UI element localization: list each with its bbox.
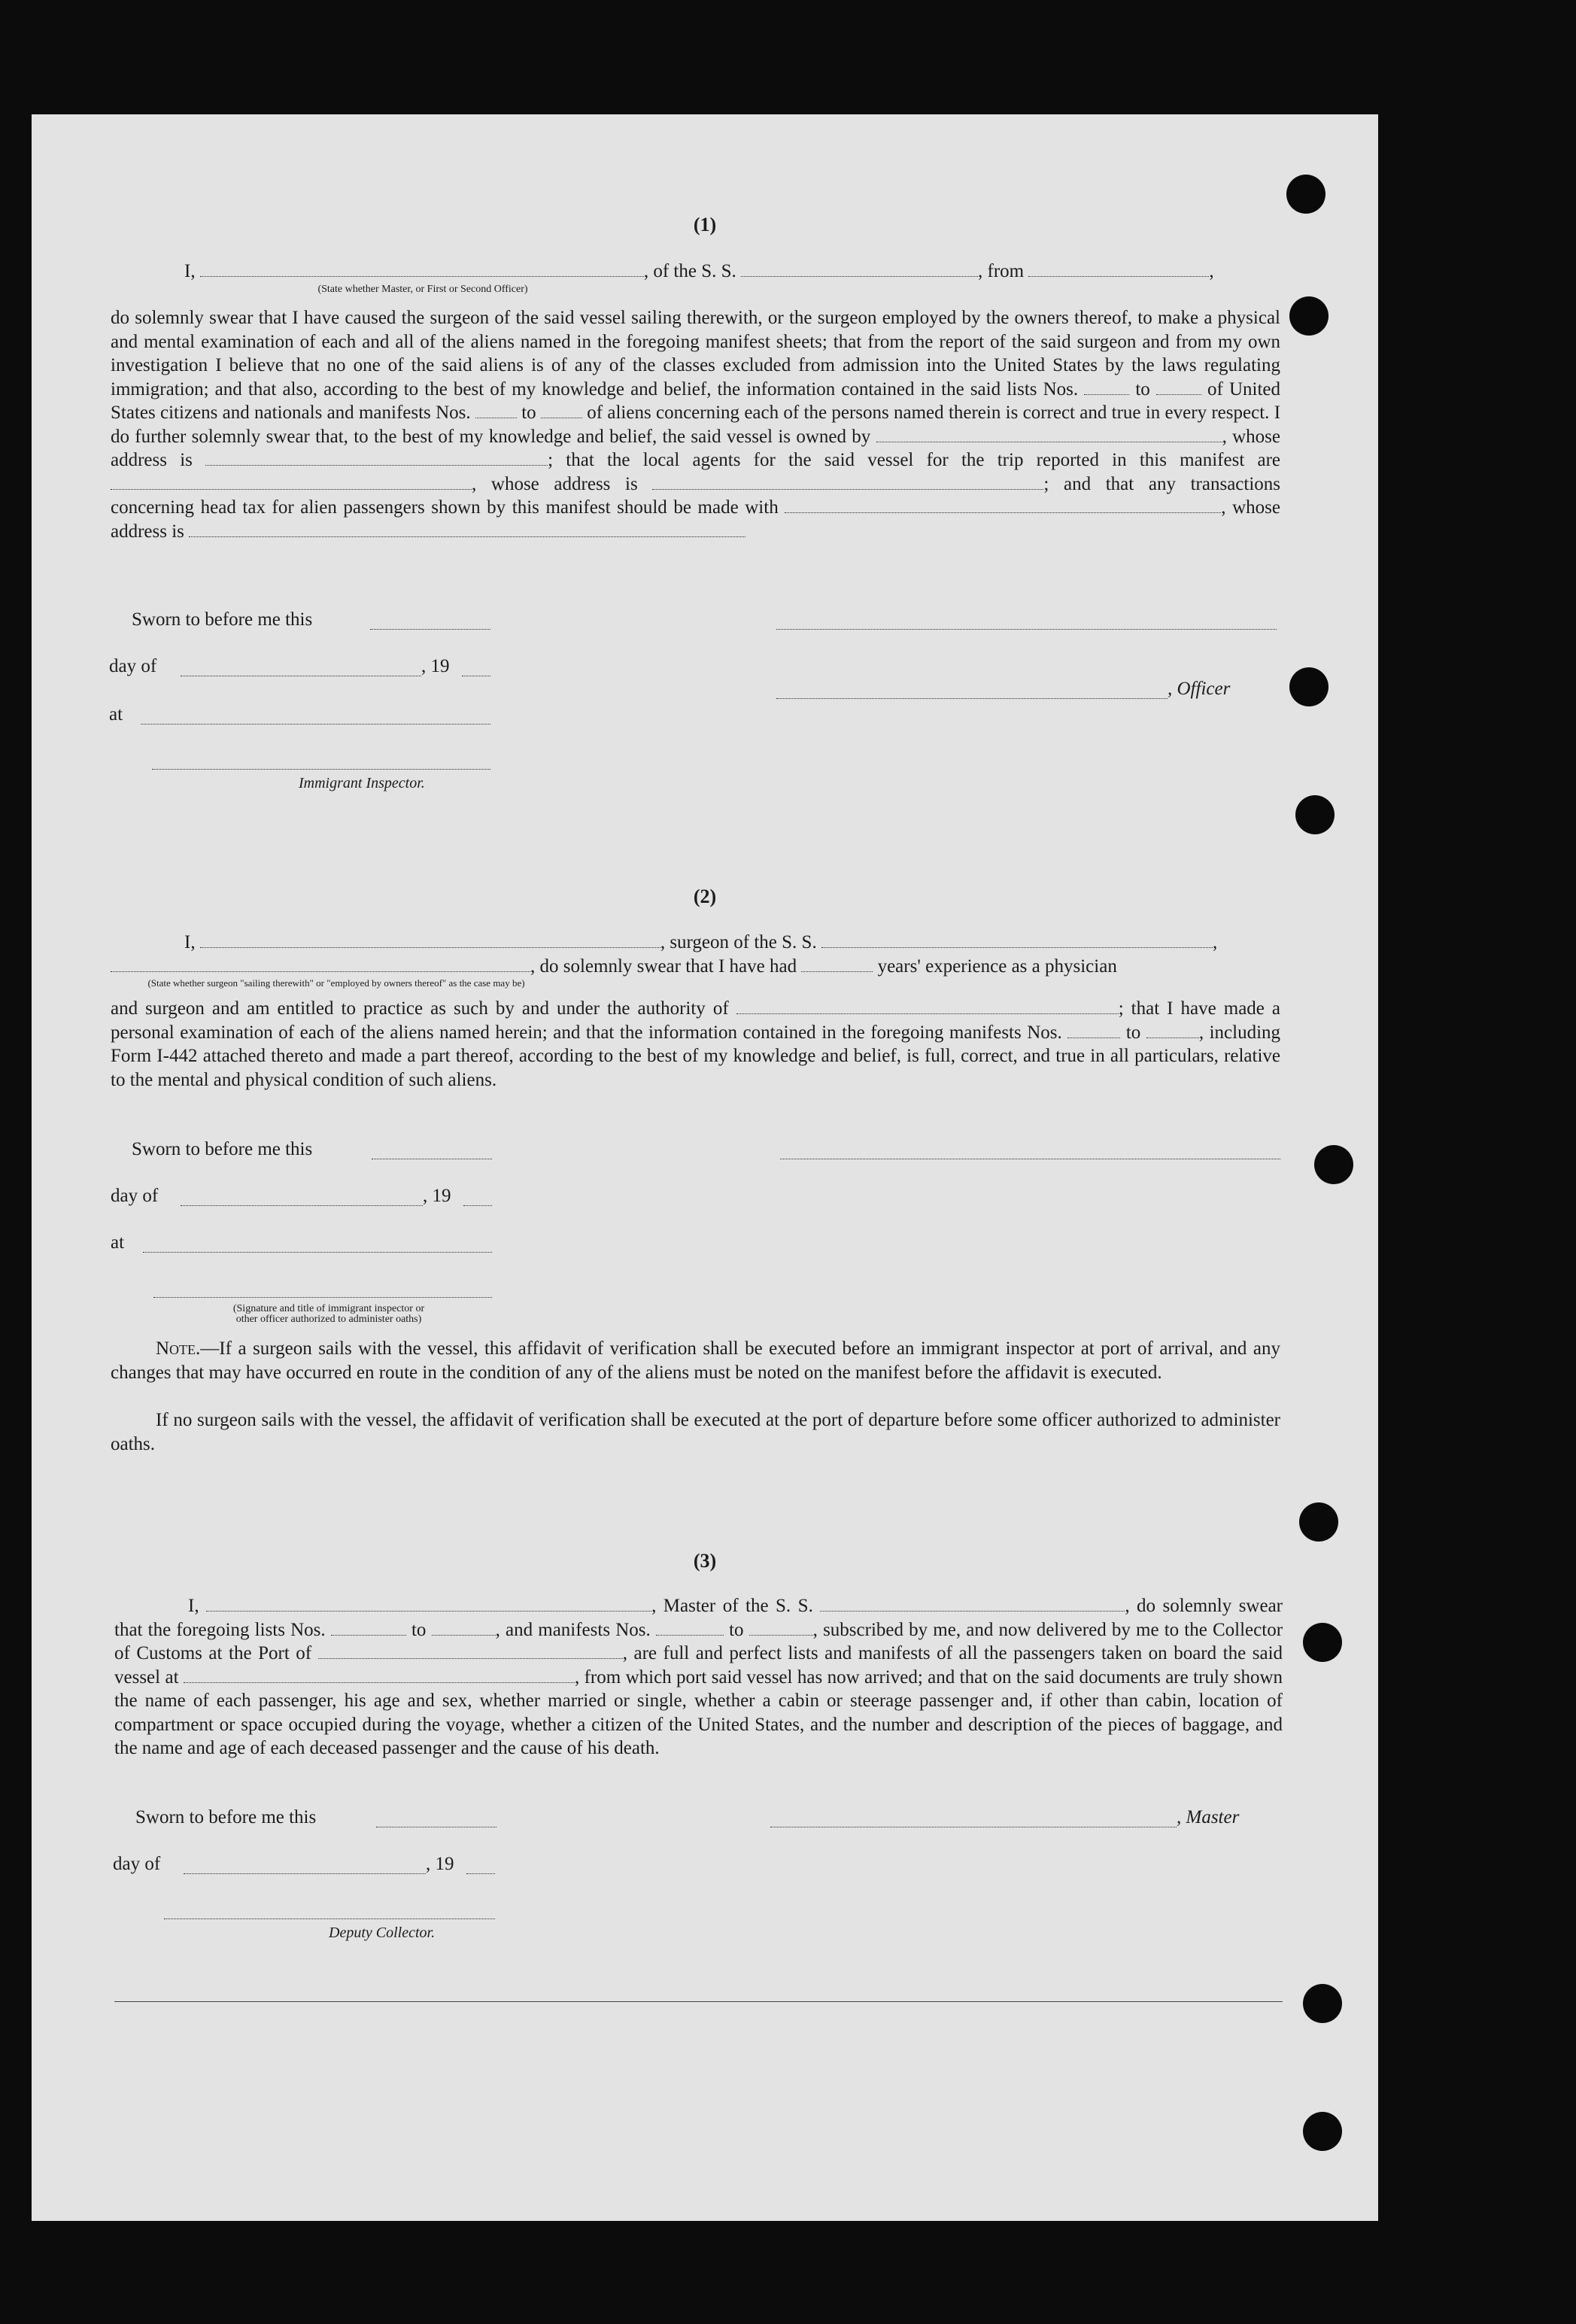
manifests-from-field-3[interactable] xyxy=(656,1622,724,1635)
section-2-body: and surgeon and am entitled to practice as such by and under the authority of ; that I have made a personal examination of each of the aliens named herein; and that the information contained in the foregoing manifests Nos. to , including Form I-442 attached thereto and made a part thereof, according to the best of my knowledge and belief, is full, correct, and true in all particulars, relative to the mental and physical condition of such aliens. xyxy=(111,998,1281,1090)
lists-to-field-3[interactable] xyxy=(432,1622,496,1635)
section-1-year-label: , 19 xyxy=(421,656,450,676)
section-1-caption: (State whether Master, or First or Second Officer) xyxy=(317,284,528,295)
section-3-sworn-label: Sworn to before me this xyxy=(135,1807,317,1827)
punch-hole xyxy=(1295,795,1335,834)
owner-address-field[interactable] xyxy=(205,453,548,466)
surgeon-manifests-to-field[interactable] xyxy=(1146,1025,1199,1037)
section-1-day-label: day of xyxy=(109,656,157,676)
surgeon-name-field[interactable] xyxy=(200,935,660,948)
section-3-year-label: , 19 xyxy=(426,1854,454,1874)
vessel-name-field[interactable] xyxy=(741,264,978,277)
deputy-signature-line[interactable] xyxy=(164,1918,495,1919)
lists-from-field[interactable] xyxy=(1084,381,1129,394)
punch-hole xyxy=(1299,1502,1338,1542)
punch-hole xyxy=(1303,1984,1342,2023)
punch-hole xyxy=(1286,175,1325,214)
master-name-field[interactable] xyxy=(206,1599,651,1612)
inspector-label: Immigrant Inspector. xyxy=(299,775,425,791)
section-3-day-label: day of xyxy=(113,1854,161,1874)
day-field-3[interactable] xyxy=(184,1873,426,1874)
section-2-line-2: , do solemnly swear that I have had years' experience as a physician xyxy=(111,955,1280,979)
section-2-caption: (State whether surgeon "sailing therewith" or "employed by owners thereof" as the case may be) xyxy=(147,977,525,989)
year-field-2[interactable] xyxy=(463,1205,492,1206)
deputy-label: Deputy Collector. xyxy=(329,1925,436,1941)
section-2-oath-line: I, , surgeon of the S. S. , xyxy=(184,932,1218,952)
at-place-field[interactable] xyxy=(141,724,490,725)
local-agents-field[interactable] xyxy=(111,476,472,489)
master-vessel-field[interactable] xyxy=(820,1599,1125,1612)
section-1-body: do solemnly swear that I have caused the surgeon of the said vessel sailing therewith, or the surgeon employed by the owners thereof, to make a physical and mental examination of each and all of the aliens named in the foregoing manifest sheets; that from the report of the said surgeon and from my own investigation I believe that no one of the said aliens is of any of the classes excluded from admission into the United States by the laws regulating immigration; and that also, according to the best of my knowledge and belief, the information contained in the said lists Nos. to of United States citizens and nationals and manifests Nos. to of aliens concerning each of the persons named therein is correct and true in every respect. I do further solemnly swear that, to the best of my knowledge and belief, the said vessel is owned by , whose address is ; that the local agents for the said vessel for the trip reported in this manifest are , whose address is ; and that any transactions concerning head tax for alien passengers shown by this manifest should be made with , whose address is xyxy=(111,308,1281,542)
owner-field[interactable] xyxy=(876,429,1222,442)
section-1-number: (1) xyxy=(693,214,717,235)
year-field-3[interactable] xyxy=(466,1873,495,1874)
day-field-2[interactable] xyxy=(181,1205,423,1206)
from-port-field[interactable] xyxy=(1028,264,1209,277)
section-1-oath-line: I, , of the S. S. , from , xyxy=(184,261,1214,281)
authority-field[interactable] xyxy=(736,1001,1119,1014)
punch-hole xyxy=(1314,1145,1353,1184)
officer-rank-field[interactable] xyxy=(200,264,644,277)
manifests-to-field-3[interactable] xyxy=(749,1622,813,1635)
section-1-sworn-label: Sworn to before me this xyxy=(132,609,313,630)
bottom-rule xyxy=(114,2001,1283,2002)
agents-address-field[interactable] xyxy=(652,476,1043,489)
section-3-number: (3) xyxy=(693,1550,717,1572)
punch-hole xyxy=(1303,2112,1342,2151)
surgeon-vessel-field[interactable] xyxy=(821,935,1213,948)
punch-hole xyxy=(1303,1623,1342,1662)
surgeon-manifests-from-field[interactable] xyxy=(1067,1025,1120,1037)
master-label: , Master xyxy=(1177,1807,1240,1827)
head-tax-party-field[interactable] xyxy=(785,500,1221,513)
embark-port-field[interactable] xyxy=(184,1669,575,1682)
section-2-at-label: at xyxy=(111,1232,125,1253)
section-3-body: I, , Master of the S. S. , do solemnly swear that the foregoing lists Nos. to , and manifests Nos. to , subscribed by me, and now delivered by me to the Collector of Customs at the Port of , are full and perfect lists and manifests of all the passengers taken on board the said vessel at , from which port said vessel has now arrived; and that on the said documents are truly shown the name of each passenger, his age and sex, whether married or single, whether a cabin or steerage passenger and, if other than cabin, location of compartment or space occupied during the voyage, whether a citizen of the United States, and the number and description of the pieces of baggage, and the name and age of each deceased passenger and the cause of his death. xyxy=(114,1596,1283,1758)
manifests-to-field[interactable] xyxy=(541,406,582,418)
years-field[interactable] xyxy=(801,959,873,972)
note-paragraph: Note.—If a surgeon sails with the vessel, this affidavit of verification shall be executed before an immigrant inspector at port of arrival, and any changes that may have occurred en route in the condition of any of the aliens must be noted on the manifest before the affidavit is executed. xyxy=(111,1338,1280,1383)
section-1-at-label: at xyxy=(109,704,123,725)
inspector-signature-line-2[interactable] xyxy=(153,1297,492,1298)
note-paragraph-2: If no surgeon sails with the vessel, the affidavit of verification shall be executed at the port of departure before some officer authorized to administer oaths. xyxy=(111,1410,1280,1454)
customs-port-field[interactable] xyxy=(318,1646,623,1659)
punch-hole xyxy=(1289,667,1329,706)
at-place-field-2[interactable] xyxy=(143,1252,492,1253)
sworn-date-field[interactable] xyxy=(370,629,490,630)
section-2-year-label: , 19 xyxy=(423,1186,451,1206)
section-2-day-label: day of xyxy=(111,1186,159,1206)
officer-signature-line-2[interactable] xyxy=(776,698,1168,699)
lists-to-field[interactable] xyxy=(1156,381,1201,394)
officer-signature-line-1[interactable] xyxy=(776,629,1277,630)
section-2-sworn-label: Sworn to before me this xyxy=(132,1139,313,1159)
officer-label: , Officer xyxy=(1168,679,1231,699)
surgeon-type-field[interactable] xyxy=(111,959,530,972)
punch-hole xyxy=(1289,296,1329,336)
signature-caption-2: other officer authorized to administer oaths) xyxy=(235,1314,422,1325)
manifests-from-field[interactable] xyxy=(475,406,517,418)
form-page xyxy=(32,114,1378,2221)
lists-from-field-3[interactable] xyxy=(331,1622,406,1635)
inspector-signature-line[interactable] xyxy=(152,769,490,770)
signature-caption-1: (Signature and title of immigrant inspector or xyxy=(232,1303,425,1314)
section-2-number: (2) xyxy=(693,886,717,907)
head-tax-address-field[interactable] xyxy=(189,524,745,536)
